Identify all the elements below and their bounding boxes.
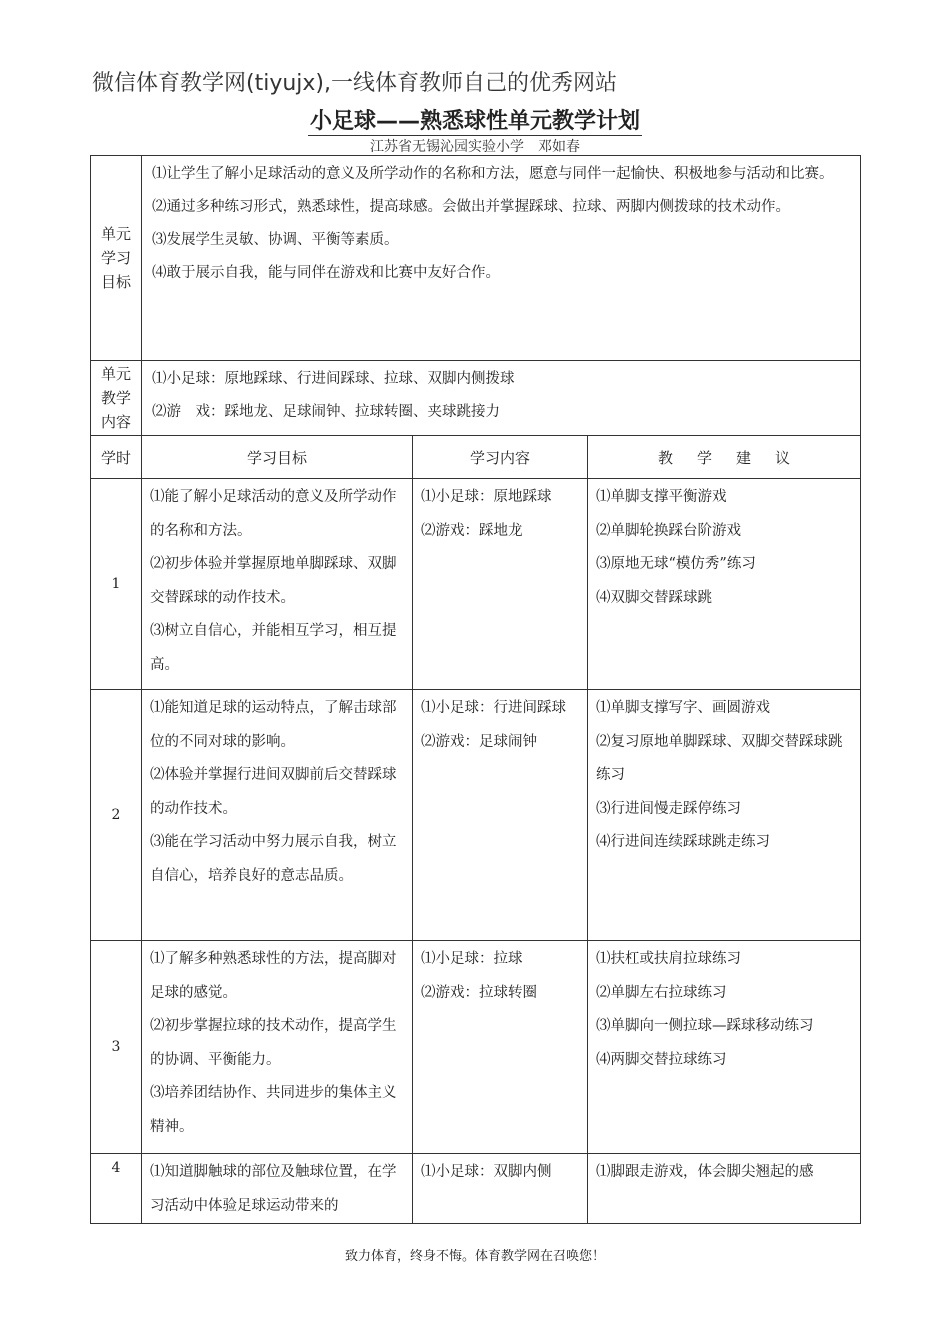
lesson-contents-cell	[413, 1154, 588, 1224]
lesson-suggestions-cell	[588, 1154, 861, 1224]
lesson-contents-cell	[413, 690, 588, 941]
lesson-period: 1	[91, 479, 142, 690]
list-item: ⑴了解多种熟悉球性的方法，提高脚对足球的感觉。	[150, 951, 397, 1001]
list-item: ⑴单脚支撑写字、画圆游戏	[596, 700, 770, 716]
lesson-row	[91, 941, 861, 1154]
goals-row	[91, 156, 861, 361]
document-author: 江苏省无锡沁园实验小学 邓如春	[370, 139, 580, 155]
list-item: ⑴小足球：原地踩球、行进间踩球、拉球、双脚内侧拨球	[152, 371, 515, 387]
list-item: ⑵游戏：踩地龙	[421, 522, 523, 539]
list-item: ⑷双脚交替踩球跳	[596, 589, 712, 606]
list-item: ⑵游 戏：踩地龙、足球闹钟、拉球转圈、夹球跳接力	[152, 404, 500, 420]
list-item: ⑷两脚交替拉球练习	[596, 1051, 727, 1068]
goals-list	[142, 156, 860, 290]
list-item: ⑶单脚向一侧拉球—踩球移动练习	[596, 1018, 814, 1034]
list-item: ⑴小足球：行进间踩球	[421, 700, 566, 716]
list-item: ⑴单脚支撑平衡游戏	[596, 489, 727, 505]
col-header-suggestion-text: 教学建议	[657, 448, 814, 467]
lesson-contents-cell	[413, 479, 588, 690]
lesson-period: 2	[91, 690, 142, 941]
content-label-cell	[91, 361, 142, 436]
list-item: ⑶能在学习活动中努力展示自我，树立自信心，培养良好的意志品质。	[150, 834, 397, 884]
list-item: ⑵单脚轮换踩台阶游戏	[596, 522, 741, 539]
lesson-objectives	[142, 1154, 412, 1219]
list-item: ⑴小足球：双脚内侧	[421, 1164, 552, 1180]
lesson-suggestions-cell	[588, 690, 861, 941]
list-item: ⑴脚跟走游戏，体会脚尖翘起的感	[596, 1164, 814, 1180]
content-row	[91, 361, 861, 436]
lesson-row	[91, 690, 861, 941]
list-item: ⑷行进间连续踩球跳走练习	[596, 834, 770, 850]
list-item: ⑵通过多种练习形式，熟悉球性，提高球感。会做出并掌握踩球、拉球、两脚内侧拨球的技术动作。	[152, 199, 790, 215]
list-item: ⑵复习原地单脚踩球、双脚交替踩球跳练习	[596, 733, 843, 783]
lesson-contents	[413, 1154, 587, 1190]
list-item: ⑶树立自信心，并能相互学习，相互提高。	[150, 623, 397, 673]
page-footer: 致力体育，终身不悔。体育教学网在召唤您！	[344, 1249, 605, 1264]
list-item: ⑶行进间慢走踩停练习	[596, 800, 741, 817]
lesson-period: 3	[91, 941, 142, 1154]
col-header-period: 学时	[91, 436, 142, 479]
lesson-row	[91, 1154, 861, 1224]
col-header-suggestion	[588, 436, 861, 479]
lesson-objectives	[142, 479, 412, 682]
list-item: ⑵单脚左右拉球练习	[596, 984, 727, 1001]
lesson-suggestions	[588, 941, 860, 1077]
list-item: ⑶原地无球“模仿秀”练习	[596, 556, 756, 572]
list-item: ⑴小足球：拉球	[421, 951, 523, 967]
list-item: ⑵游戏：拉球转圈	[421, 984, 537, 1001]
lesson-suggestions	[588, 479, 860, 615]
goals-cell	[142, 156, 861, 361]
goals-label-cell	[91, 156, 142, 361]
content-label: 单元教学内容	[101, 365, 132, 431]
column-header-row	[91, 436, 861, 479]
goals-label: 单元学习目标	[101, 225, 132, 291]
list-item: ⑷敢于展示自我，能与同伴在游戏和比赛中友好合作。	[152, 265, 500, 281]
lesson-objectives-cell	[142, 1154, 413, 1224]
lesson-contents	[413, 479, 587, 548]
lesson-objectives-cell	[142, 479, 413, 690]
lesson-objectives	[142, 690, 412, 893]
list-item: ⑶发展学生灵敏、协调、平衡等素质。	[152, 232, 399, 248]
site-header: 微信体育教学网(tiyujx),一线体育教师自己的优秀网站	[92, 71, 617, 96]
lesson-suggestions	[588, 1154, 860, 1190]
content-list	[142, 361, 860, 429]
list-item: ⑴小足球：原地踩球	[421, 489, 552, 505]
lesson-contents	[413, 941, 587, 1010]
lesson-objectives	[142, 941, 412, 1144]
lesson-objectives-cell	[142, 690, 413, 941]
content-cell	[142, 361, 861, 436]
list-item: ⑴能知道足球的运动特点，了解击球部位的不同对球的影响。	[150, 700, 397, 750]
list-item: ⑴能了解小足球活动的意义及所学动作的名称和方法。	[150, 489, 397, 539]
lesson-period: 4	[91, 1154, 142, 1224]
teaching-plan-table	[90, 155, 861, 1224]
list-item: ⑴让学生了解小足球活动的意义及所学动作的名称和方法，愿意与同伴一起愉快、积极地参与活动和比赛。	[152, 166, 834, 182]
col-header-objective: 学习目标	[142, 436, 413, 479]
lesson-suggestions-cell	[588, 941, 861, 1154]
lesson-objectives-cell	[142, 941, 413, 1154]
lesson-suggestions-cell	[588, 479, 861, 690]
lesson-contents-cell	[413, 941, 588, 1154]
lesson-suggestions	[588, 690, 860, 860]
list-item: ⑴知道脚触球的部位及触球位置，在学习活动中体验足球运动带来的	[150, 1164, 397, 1214]
list-item: ⑵初步体验并掌握原地单脚踩球、双脚交替踩球的动作技术。	[150, 556, 397, 606]
lesson-row	[91, 479, 861, 690]
col-header-content: 学习内容	[413, 436, 588, 479]
list-item: ⑶培养团结协作、共同进步的集体主义精神。	[150, 1085, 397, 1135]
list-item: ⑵体验并掌握行进间双脚前后交替踩球的动作技术。	[150, 767, 397, 817]
document-title-wrap	[0, 104, 950, 136]
list-item: ⑵游戏：足球闹钟	[421, 733, 537, 750]
document-title: 小足球——熟悉球性单元教学计划	[308, 104, 642, 136]
lesson-contents	[413, 690, 587, 759]
list-item: ⑵初步掌握拉球的技术动作，提高学生的协调、平衡能力。	[150, 1018, 397, 1068]
list-item: ⑴扶杠或扶肩拉球练习	[596, 951, 741, 967]
